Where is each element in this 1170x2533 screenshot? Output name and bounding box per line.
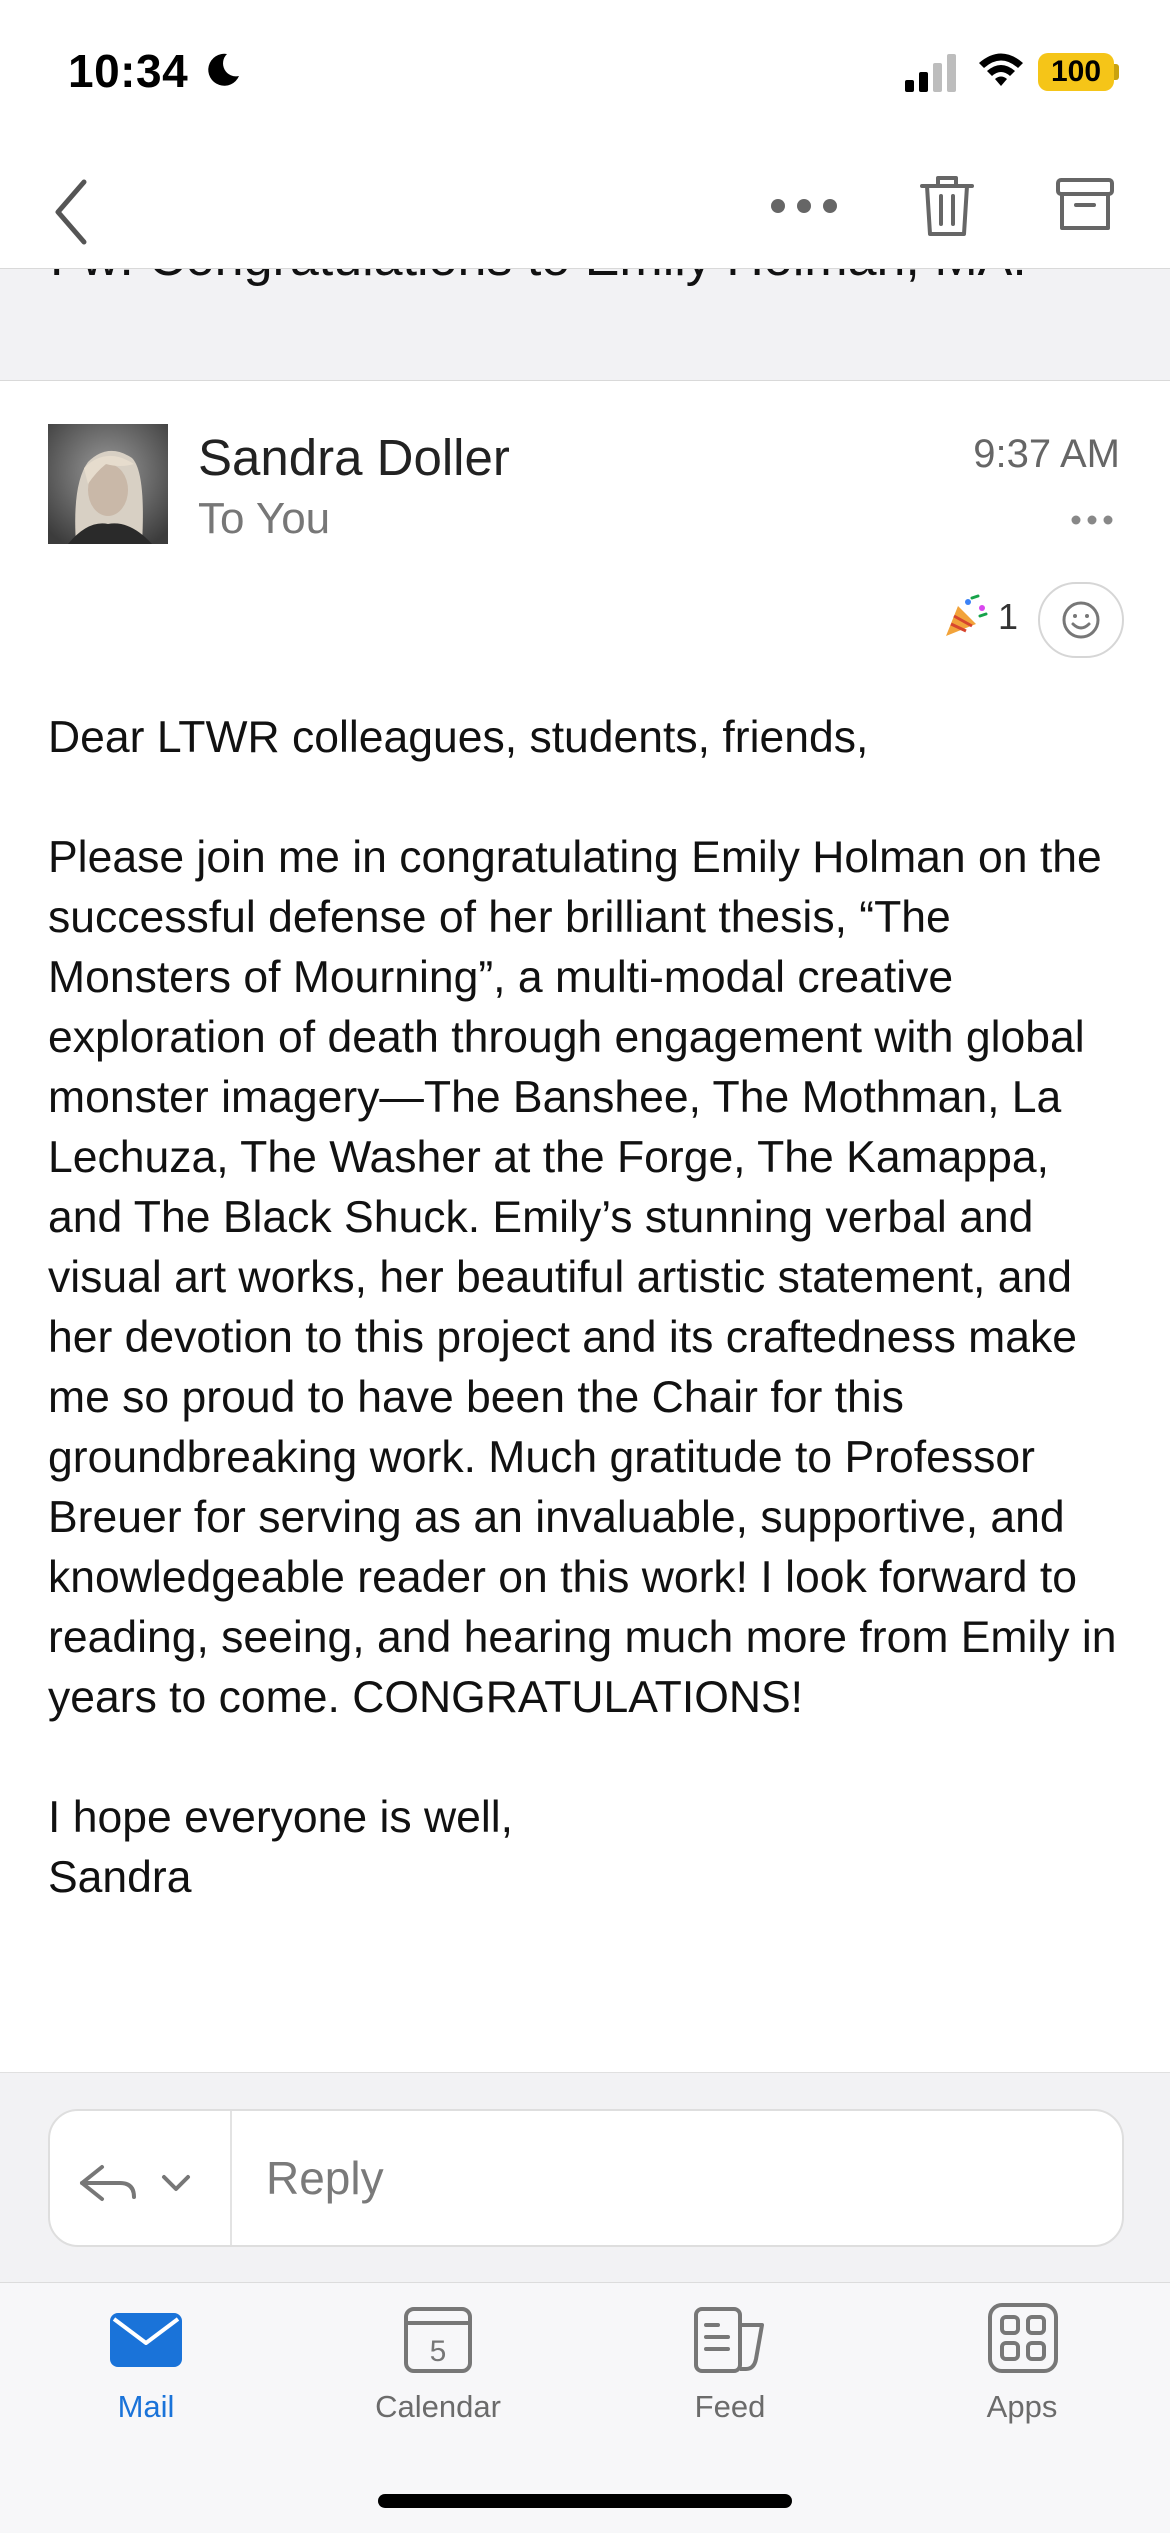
reply-arrow-icon <box>50 2111 230 2245</box>
mail-icon <box>106 2303 186 2375</box>
message-toolbar <box>0 140 1170 269</box>
body-paragraph: Please join me in congratulating Emily Holman on the successful defense of her brilliant thesis, “The Monsters of Mourning”, a multi-modal creative exploration of death through engagement with global monster imagery—The Banshee, The Mothman, La Lechuza, The Washer at the Forge, The Kamappa, and The Black Shuck. Emily’s stunning verbal and visual art works, her beautiful artistic statement, and her devotion to this project and its craftedness make me so proud to have been the Chair for this groundbreaking work. Much gratitude to Professor Breuer for serving as an invaluable, supportive, and knowledgeable reader on this work! I look forward to reading, seeing, and hearing much more from Emily in years to come. CONGRATULATIONS! <box>48 833 1117 1722</box>
subject-header <box>0 268 1170 381</box>
home-indicator <box>378 2494 792 2508</box>
sent-time: 9:37 AM <box>973 432 1120 476</box>
tab-mail-label: Mail <box>117 2389 175 2424</box>
reaction-chip[interactable] <box>942 592 1018 642</box>
back-chevron-icon[interactable] <box>46 176 96 248</box>
battery-indicator: 100 <box>1038 53 1114 91</box>
tab-apps-label: Apps <box>986 2389 1058 2424</box>
tab-feed[interactable] <box>630 2303 830 2443</box>
reply-box[interactable] <box>48 2109 1124 2247</box>
moon-icon <box>205 52 241 88</box>
feed-icon <box>690 2303 770 2375</box>
sender-name[interactable]: Sandra Doller <box>198 429 510 486</box>
sender-avatar[interactable] <box>48 424 168 544</box>
tab-calendar[interactable] <box>338 2303 538 2443</box>
more-options-icon[interactable] <box>768 186 840 226</box>
smiley-icon <box>1040 584 1122 656</box>
reply-type-selector[interactable] <box>50 2111 232 2245</box>
body-greeting: Dear LTWR colleagues, students, friends, <box>48 713 869 762</box>
tab-calendar-label: Calendar <box>375 2389 501 2424</box>
body-closing: I hope everyone is well, <box>48 1793 514 1842</box>
cellular-signal-icon <box>905 52 959 92</box>
body-signature: Sandra <box>48 1853 192 1902</box>
trash-icon[interactable] <box>914 172 980 238</box>
apps-icon <box>982 2303 1062 2375</box>
message-body <box>48 708 1128 1908</box>
calendar-icon <box>398 2303 478 2375</box>
status-time: 10:34 <box>68 45 189 97</box>
add-reaction-button[interactable] <box>1038 582 1124 658</box>
tab-feed-label: Feed <box>694 2389 766 2424</box>
recipient-line[interactable]: To You <box>198 494 331 543</box>
party-popper-icon <box>942 594 988 640</box>
battery-tip <box>1114 64 1119 80</box>
calendar-day: 5 <box>429 2335 447 2368</box>
reaction-count: 1 <box>998 596 1019 637</box>
tab-mail[interactable] <box>46 2303 246 2443</box>
tab-apps[interactable] <box>922 2303 1122 2443</box>
reply-area <box>0 2072 1170 2283</box>
archive-icon[interactable] <box>1054 174 1116 236</box>
wifi-icon <box>976 50 1026 90</box>
message-more-icon[interactable] <box>1070 514 1114 526</box>
reply-placeholder[interactable]: Reply <box>266 2152 384 2204</box>
status-bar <box>0 0 1170 140</box>
